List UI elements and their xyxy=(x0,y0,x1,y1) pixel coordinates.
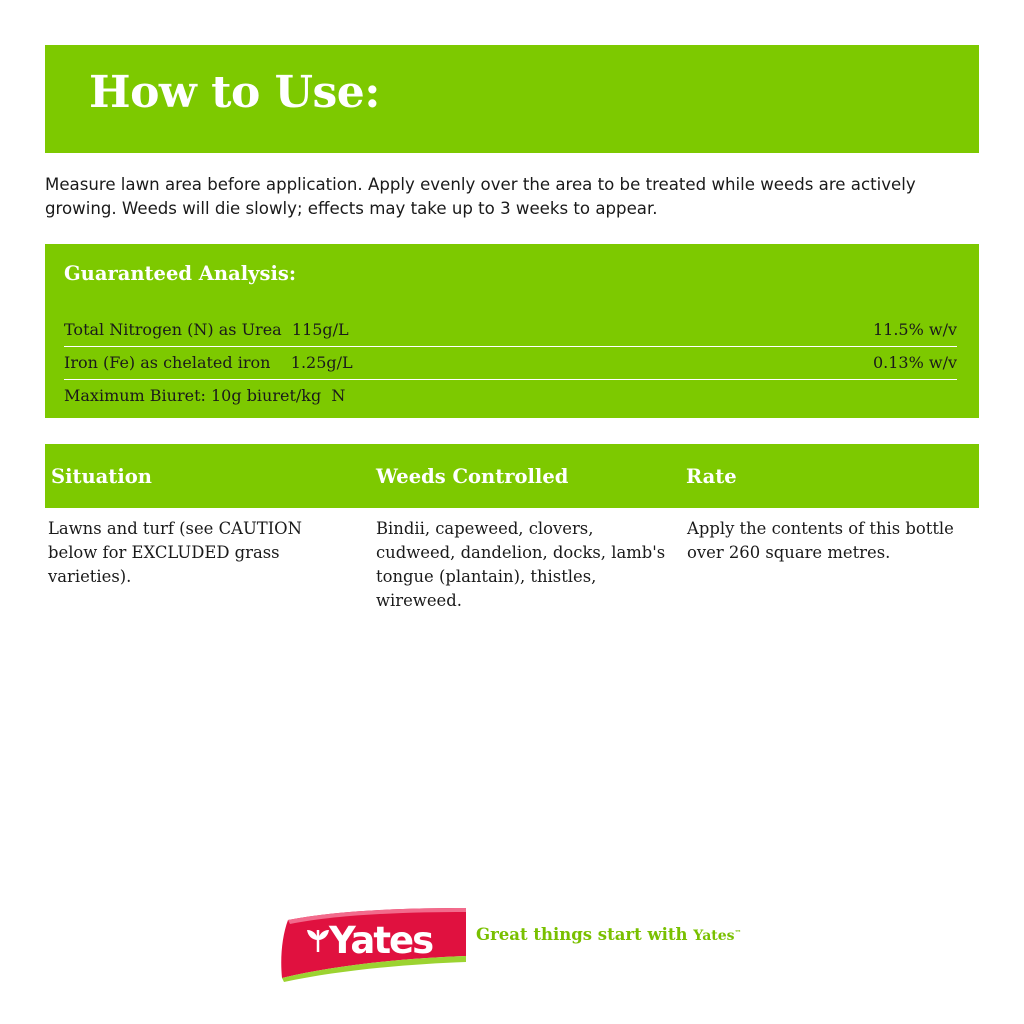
analysis-value: 11.5% w/v xyxy=(872,320,957,339)
trademark-symbol: ™ xyxy=(734,928,742,937)
analysis-value: 0.13% w/v xyxy=(872,353,957,372)
analysis-label: Maximum Biuret: 10g biuret/kg N xyxy=(64,386,346,405)
usage-table-header xyxy=(45,444,979,508)
analysis-rows xyxy=(64,314,957,412)
how-to-use-header xyxy=(45,45,979,153)
analysis-row xyxy=(64,347,957,380)
logo-wordmark: Yates xyxy=(329,919,433,962)
analysis-row xyxy=(64,314,957,347)
table-cell-situation: Lawns and turf (see CAUTION below for EXCLUDED grass varieties). xyxy=(48,519,302,586)
analysis-title: Guaranteed Analysis: xyxy=(64,262,297,285)
column-header-weeds-controlled: Weeds Controlled xyxy=(376,465,569,488)
analysis-label: Total Nitrogen (N) as Urea 115g/L xyxy=(64,320,349,339)
analysis-row xyxy=(64,380,957,412)
column-header-situation: Situation xyxy=(51,465,152,488)
tagline-brand: Yates xyxy=(693,928,735,944)
brand-tagline xyxy=(476,922,742,949)
leaf-sprout-icon xyxy=(305,924,331,954)
analysis-label: Iron (Fe) as chelated iron 1.25g/L xyxy=(64,353,353,372)
table-cell-rate: Apply the contents of this bottle over 260 square metres. xyxy=(687,519,954,562)
column-header-rate: Rate xyxy=(686,465,737,488)
page-title: How to Use: xyxy=(89,67,380,118)
tagline-text: Great things start with xyxy=(476,925,688,944)
guaranteed-analysis-panel xyxy=(45,244,979,418)
usage-instructions: Measure lawn area before application. Apply evenly over the area to be treated while weeds are actively growing. Weeds will die slowly; effects may take up to 3 weeks to appear. xyxy=(45,175,916,218)
table-cell-weeds-controlled: Bindii, capeweed, clovers, cudweed, dandelion, docks, lamb's tongue (plantain), thistles, wireweed. xyxy=(376,519,666,610)
